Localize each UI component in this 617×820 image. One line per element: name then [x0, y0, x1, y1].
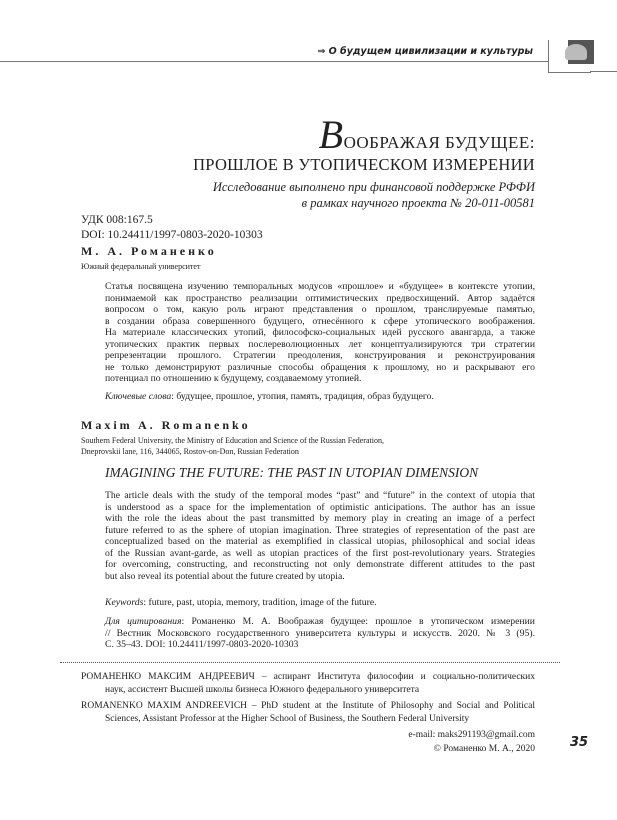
author-name-en: Maxim A. Romanenko — [81, 418, 251, 432]
text-line: for overcoming, constructing, and reconstructing not only demonstrate different attitudes to the past — [105, 559, 535, 570]
funding-note: в рамках научного проекта № 20-011-00581 — [301, 196, 535, 210]
text-line: На материале классических утопий, философско-социальных идей русского авангарда, а также — [105, 327, 535, 338]
citation — [105, 616, 535, 651]
bio-line: ROMANENKO MAXIM ANDREEVICH – PhD student at the Institute of Philosophy and Social and Political — [81, 701, 535, 711]
running-header — [317, 46, 533, 58]
keywords-text: : будущее, прошлое, утопия, память, традиция, образ будущего. — [171, 391, 434, 402]
text-line: вопросом о том, какую роль играют представления о прошлом, транслируемые памятью, — [105, 304, 535, 315]
header-rule-right — [590, 71, 617, 72]
text-line: conceptualized based on the material as exemplified in classical utopias, philosophical and social ideas — [105, 536, 535, 547]
text-line: не только демонстрируют различные способы обращения к прошлому, но и раскрывают его — [105, 361, 535, 373]
text-line: потенциал по отношению к будущему, создаваемому утопией. — [105, 373, 362, 384]
author-affiliation-ru: Южный федеральный университет — [81, 262, 201, 271]
bio-line: наук, ассистент Высшей школы бизнеса Южного федерального университета — [105, 685, 420, 695]
text-line: future referred to as the sphere of utopian imagination. Three strategies of representation of the past are — [105, 524, 535, 536]
citation-line: // Вестник Московского государственного университета культуры и искусств. 2020. № 3 (95). — [105, 627, 535, 639]
title-text: ООБРАЖАЯ БУДУЩЕЕ: — [343, 133, 535, 152]
keywords-en — [105, 597, 377, 609]
abstract-ru — [105, 281, 535, 385]
keywords-ru — [105, 391, 434, 403]
citation-text: : Романенко М. А. Воображая будущее: прошлое в утопическом измерении — [181, 616, 535, 627]
text-line: The article deals with the study of the temporal modes “past” and “future” in the context of utopia that — [105, 490, 535, 501]
bio-line: Sciences, Assistant Professor at the Higher School of Business, the Southern Federal University — [105, 714, 470, 724]
article-title-en: IMAGINING THE FUTURE: THE PAST IN UTOPIAN DIMENSION — [105, 465, 479, 480]
text-line: в создании образа совершенного будущего, отнесённого к сфере утопического воображения. — [105, 315, 535, 327]
text-line: is understood as a space for the implementation of optimistic anticipations. The author has an issue — [105, 501, 535, 513]
author-affiliation-en: Southern Federal University, the Ministry of Education and Science of the Russian Federation, — [81, 436, 384, 445]
udk: УДК 008:167.5 — [81, 214, 153, 226]
copyright: © Романенко М. А., 2020 — [433, 744, 535, 754]
author-affiliation-en: Dneprovskii lane, 116, 344065, Rostov-on-Don, Russian Federation — [81, 447, 299, 456]
dotted-divider — [60, 662, 560, 663]
arrow-icon: ⇒ — [317, 46, 326, 57]
bio-line: РОМАНЕНКО МАКСИМ АНДРЕЕВИЧ – аспирант Института философии и социально-политических — [81, 672, 535, 682]
citation-line: С. 35–43. DOI: 10.24411/1997-0803-2020-10303 — [105, 639, 299, 650]
text-line: утопических практик первых послереволюционных лет концептуализируются три стратегии — [105, 338, 535, 350]
text-line: but also reveal its potential about the future created by utopia. — [105, 570, 345, 582]
article-title-line2: ПРОШЛОЕ В УТОПИЧЕСКОМ ИЗМЕРЕНИИ — [193, 155, 535, 174]
citation-line — [105, 616, 535, 628]
author-email[interactable]: e-mail: maks291193@gmail.com — [408, 730, 535, 740]
funding-note: Исследование выполнено при финансовой поддержке РФФИ — [212, 180, 535, 194]
keywords-label: Ключевые слова — [105, 391, 172, 402]
author-name-ru: М. А. Романенко — [81, 244, 217, 258]
section-title: О будущем цивилизации и культуры — [328, 46, 533, 57]
drop-initial: В — [318, 112, 344, 157]
doi: DOI: 10.24411/1997-0803-2020-10303 — [81, 229, 263, 241]
page-number: 35 — [570, 735, 589, 750]
text-line: Статья посвящена изучению темпоральных модусов «прошлое» и «будущее» в контексте утопии, — [105, 281, 535, 292]
header-rule — [0, 61, 548, 62]
keywords-text: : future, past, utopia, memory, tradition, image of the future. — [143, 597, 377, 608]
author-bio-ru — [81, 671, 535, 697]
text-line: with the role the ideas about the past transmitted by memory play in creating an image of a perfect — [105, 513, 535, 524]
text-line: of the Russian avant-garde, as well as utopian practices of the first post-revolutionary years. Strategies — [105, 547, 535, 559]
journal-logo-icon — [548, 40, 591, 73]
citation-label: Для цитирования — [105, 616, 182, 627]
text-line: понимаемой как пространство реализации оптимистических предвосхищений. Автор задаётся — [105, 292, 535, 304]
article-title-line1 — [318, 112, 535, 157]
author-bio-en — [81, 700, 535, 726]
text-line: репрезентации прошлого. Стратегии преодоления, конструирования и реконструирования — [105, 350, 535, 361]
keywords-label: Keywords — [105, 597, 144, 608]
abstract-en — [105, 490, 535, 582]
